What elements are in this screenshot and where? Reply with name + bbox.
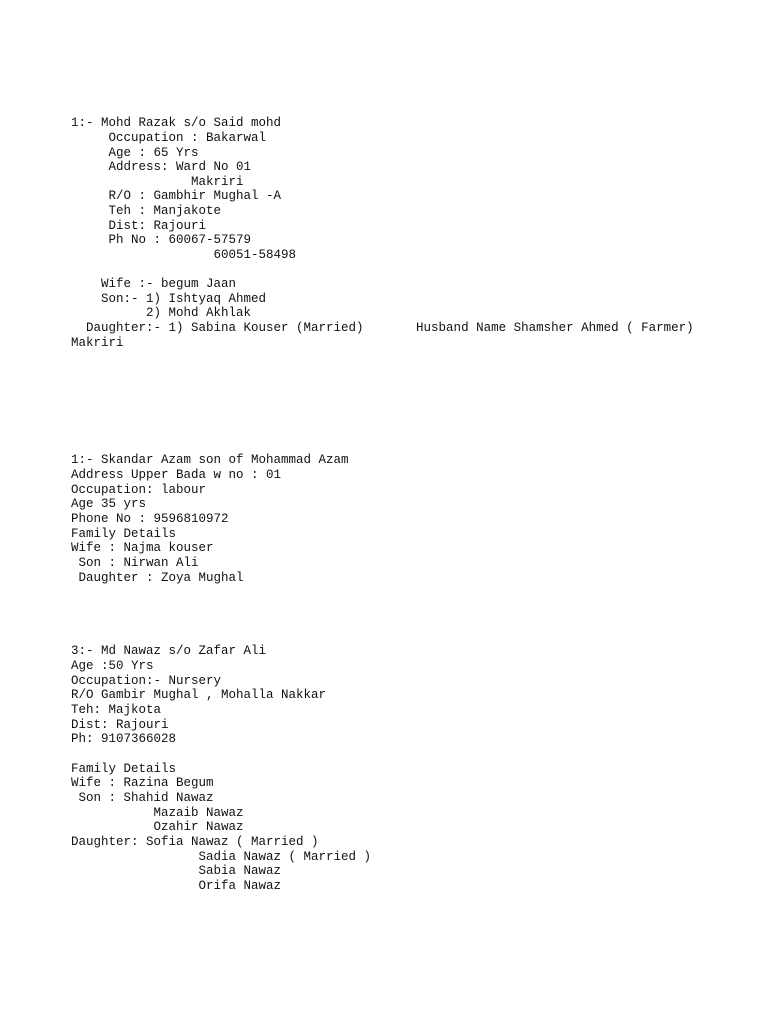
wife-line: Wife : Razina Begum [71,776,214,790]
daughter-continuation-line: Sadia Nawaz ( Married ) [71,850,372,864]
wife-line: Wife :- begum Jaan [71,277,237,291]
address-line: Address: Ward No 01 [71,160,252,174]
daughter-line: Daughter: Sofia Nawaz ( Married ) [71,835,319,849]
wife-line: Wife : Najma kouser [71,541,214,555]
district-line: Dist: Rajouri [71,219,207,233]
residence-line: R/O Gambir Mughal , Mohalla Nakkar [71,688,327,702]
family-details-heading: Family Details [71,762,177,776]
occupation-line: Occupation : Bakarwal [71,131,267,145]
occupation-line: Occupation: labour [71,483,207,497]
daughter-continuation-line: Orifa Nawaz [71,879,282,893]
age-line: Age :50 Yrs [71,659,154,673]
age-line: Age 35 yrs [71,497,147,511]
son-continuation-line: Mazaib Nawaz [71,806,244,820]
son-line: Son:- 1) Ishtyaq Ahmed [71,292,267,306]
daughter-line: Daughter:- 1) Sabina Kouser (Married) Husband Name Shamsher Ahmed ( Farmer) [71,321,694,335]
son-line: Son : Shahid Nawaz [71,791,214,805]
daughter-line: Daughter : Zoya Mughal [71,571,244,585]
record-heading: 1:- Skandar Azam son of Mohammad Azam [71,453,349,467]
family-details-heading: Family Details [71,527,177,541]
age-line: Age : 65 Yrs [71,146,199,160]
phone-continuation-line: 60051-58498 [71,248,297,262]
occupation-line: Occupation:- Nursery [71,674,222,688]
phone-line: Phone No : 9596810972 [71,512,229,526]
son-continuation-line: Ozahir Nawaz [71,820,244,834]
address-continuation-line: Makriri [71,175,244,189]
district-line: Dist: Rajouri [71,718,169,732]
tehsil-line: Teh : Manjakote [71,204,222,218]
phone-line: Ph: 9107366028 [71,732,177,746]
residence-line: R/O : Gambhir Mughal -A [71,189,282,203]
tehsil-line: Teh: Majkota [71,703,162,717]
address-line: Address Upper Bada w no : 01 [71,468,282,482]
record-heading: 1:- Mohd Razak s/o Said mohd [71,116,282,130]
phone-line: Ph No : 60067-57579 [71,233,252,247]
son-line: Son : Nirwan Ali [71,556,199,570]
daughter-continuation-line: Makriri [71,336,124,350]
daughter-continuation-line: Sabia Nawaz [71,864,282,878]
record-heading: 3:- Md Nawaz s/o Zafar Ali [71,644,267,658]
son-continuation-line: 2) Mohd Akhlak [71,306,252,320]
